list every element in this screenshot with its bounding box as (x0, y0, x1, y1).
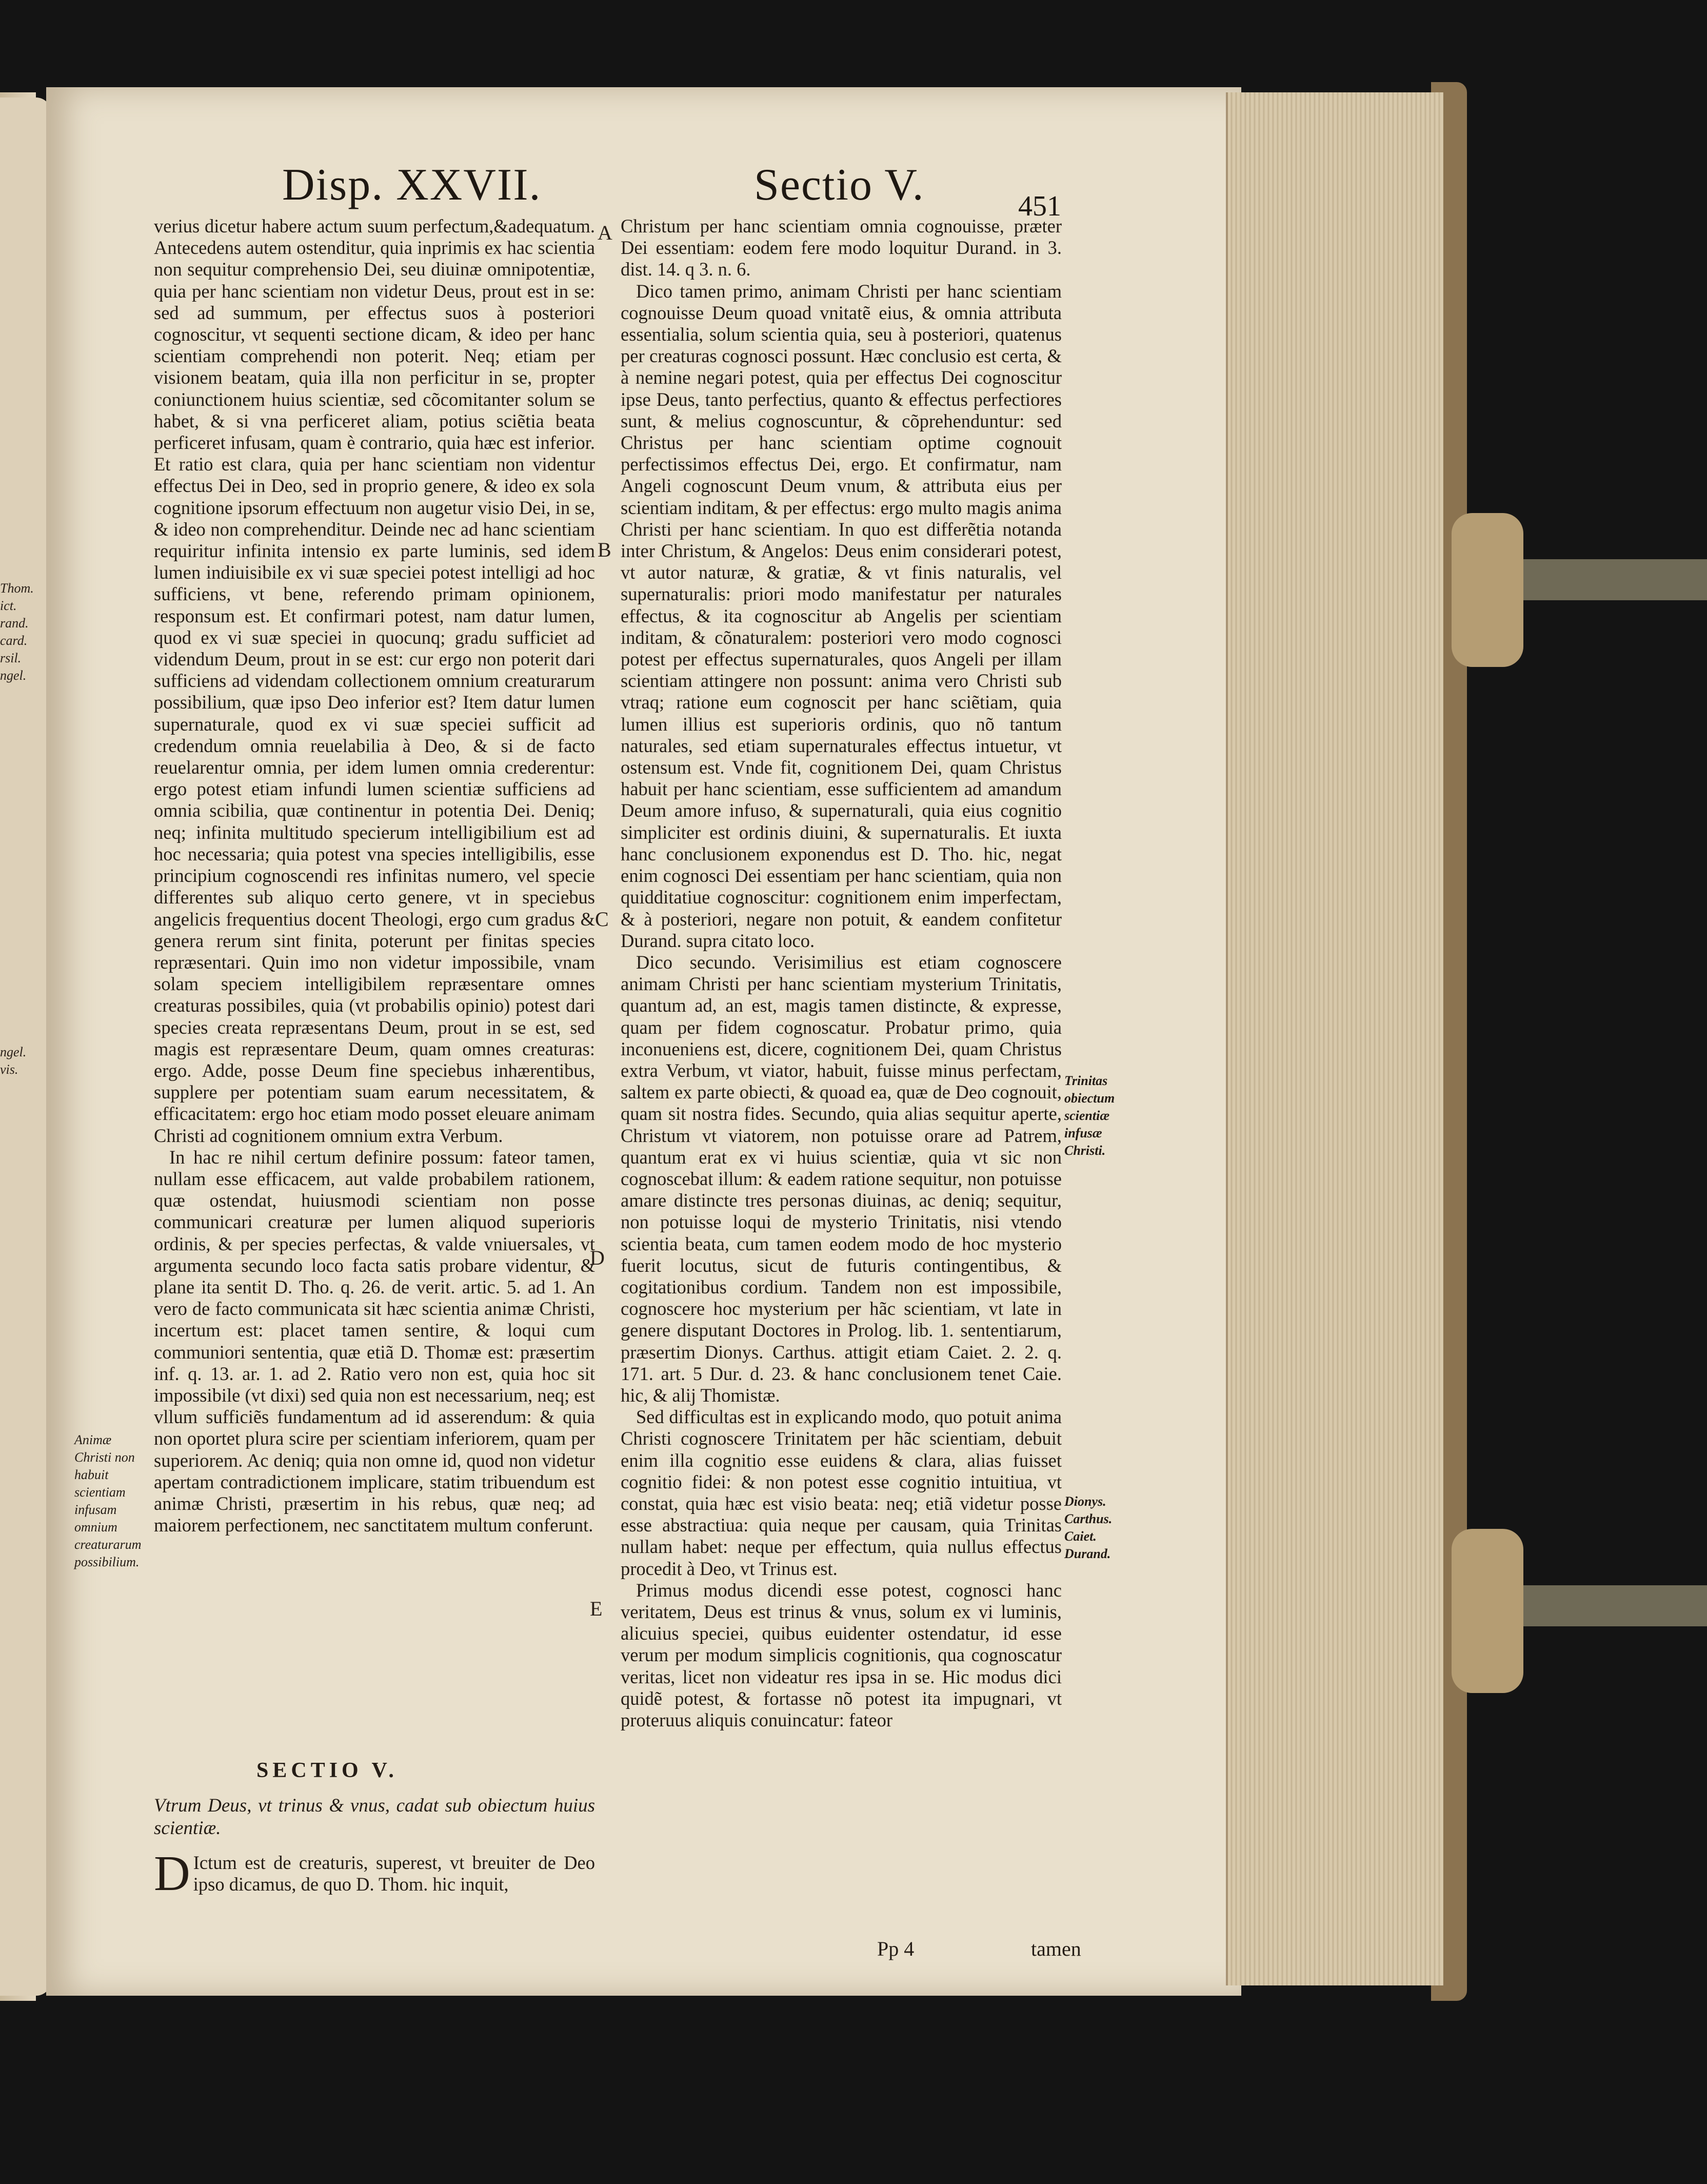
paragraph: In hac re nihil certum definire possum: fateor tamen, nullam esse efficacem, aut valde probabilem rationem, quæ ostendat, huiusmodi scientiam non posse communicari creaturæ per lumen aliquod superioris ordinis, & per species perfectas, & valde vniuersales, vt argumenta secundo loco facta satis probare videntur, & plane ita sentit D. Tho. q. 26. de verit. artic. 5. ad 1. An vero de facto communicata sit hæc scientia animæ Christi, incertum est: placet tamen sentire, & loqui cum communiori sententia, quæ etiã D. Thomæ est: præsertim inf. q. 13. ar. 1. ad 2. Ratio vero non est, quia hoc sit impossibile (vt dixi) sed quia non est necessarium, neq; est vllum sufficiẽs fundamentum ad id asserendum: & quia non oportet plura scire per scientiam inferiorem, quam per superiorem. Ac deniq; quia non omne id, quod non videtur apertam contradictionem implicare, statim tribuendum est animæ Christi, præsertim in his rebus, quæ neq; ad maiorem perfectionem, nec sanctitatem multum conferunt. (154, 1146, 595, 1536)
running-head-section: Sectio V. (754, 160, 925, 210)
section-heading: SECTIO V. (256, 1759, 398, 1782)
section-block (154, 1759, 595, 1902)
clasp-bottom (1452, 1529, 1523, 1693)
clasp-strap-bottom (1493, 1585, 1707, 1626)
left-page-margin-notes (0, 580, 46, 1438)
margin-letter-d: D (590, 1246, 605, 1269)
paragraph: Sed difficultas est in explicando modo, quo potuit anima Christi cognoscere Trinitatem per hãc scientiam, debuit enim illa cognitio esse euidens & clara, alias fuisset cognitio fidei: & non potest esse cognitio intuitiua, vt constat, quia hæc est visio beata: neq; etiã videtur posse esse abstractiua: quia neque per causam, quia Trinitas nullam habet: neque per effectum, quia nullus effectus procedit à Deo, vt Trinus est. (621, 1406, 1062, 1579)
section-title: Vtrum Deus, vt trinus & vnus, cadat sub obiectum huius scientiæ. (154, 1795, 595, 1839)
paragraph: Dico tamen primo, animam Christi per hanc scientiam cognouisse Deum quoad vnitatẽ eius, & omnia attributa essentialia, solum scientia quia, seu à posteriori, quatenus per creaturas cognosci possunt. Hæc conclusio est certa, & à nemine negari potest, quia per effectus Dei cognoscitur ipse Deus, tanto perfectius, quanto & effectus perfectiores sunt, & melius cognoscuntur, & cõprehenduntur: sed Christus per hanc scientiam optime cognouit perfectissimos effectus Dei, ergo. Et confirmatur, nam Angeli cognoscunt Deum vnum, & attributa eius per scientiam inditam, & per effectus: ergo multo magis anima Christi per hanc scientiam. In quo est differẽtia notanda inter Christum, & Angelos: Deus enim considerari potest, vt autor naturæ, & gratiæ, & vt finis naturalis, vel supernaturalis: priori modo manifestatur per naturales effectus, & ita cognoscitur ab Angelis per scientiam inditam, & cõnaturalem: posteriori vero modo cognosci potest per effectus supernaturales, quos Angeli per illam scientiam attingere non possunt: anima vero Christi sub vtraq; ratione eum cognoscit per hanc sciẽtiam, quia lumen illius est superioris ordinis, quo nõ tantum naturales, sed etiam supernaturales effectus intuetur, vt ostensum est. Vnde fit, cognitionem Dei, quam Christus habuit per hanc scientiam, esse sufficientem ad amandum Deum amore infuso, & supernaturali, quia eius cognitio simpliciter est ordinis diuini, & supernaturalis. Et iuxta hanc conclusionem exponendus est D. Tho. hic, negat enim cognosci Dei essentiam per hanc scientiam, quia non quidditatiue cognoscitur: cognitionem enim imperfectam, & à posteriori, negare non potuit, & eandem confitetur Durand. supra citato loco. (621, 280, 1062, 951)
left-page-note: ngel. vis. (0, 1045, 27, 1077)
margin-note-dionys: Dionys. Carthus. Caiet. Durand. (1064, 1494, 1113, 1561)
page-block-edge (1226, 92, 1443, 1985)
running-head-disputation: Disp. XXVII. (282, 160, 542, 210)
margin-note-anima: Animæ Christi non habuit scientiam infusam omnium creaturarum possibilium. (74, 1432, 142, 1569)
section-first-paragraph (154, 1846, 595, 1902)
text-column-left (154, 215, 595, 1536)
signature-mark: Pp 4 (877, 1937, 915, 1960)
paragraph: Christum per hanc scientiam omnia cognouisse, præter Dei essentiam: eodem fere modo loquitur Durand. in 3. dist. 14. q 3. n. 6. (621, 215, 1062, 280)
margin-letter-e: E (590, 1597, 603, 1620)
margin-letter-a: A (598, 221, 612, 244)
catchword: tamen (1031, 1937, 1081, 1960)
left-page-note: Thom. ict. rand. card. rsil. ngel. (0, 581, 34, 683)
margin-note-trinitas: Trinitas obiectum scientiæ infusæ Christi. (1064, 1073, 1115, 1158)
text-column-right (621, 215, 1062, 1731)
paragraph: Dico secundo. Verisimilius est etiam cognoscere animam Christi per hanc scientiam mysterium Trinitatis, quantum ad, an est, magis tamen distincte, & expresse, quam per fidem cognoscatur. Probatur primo, quia inconueniens est, dicere, cognitionem Dei, quam Christus extra Verbum, vt viator, habuit, fuisse minus perfectam, saltem ex parte obiecti, & quoad ea, quæ de Deo cognouit, quam sit nostra fides. Secundo, quia alias sequitur aperte, Christum vt viatorem, non potuisse orare ad Patrem, quantum erat ex vi huius scientiæ, quia vt sic non cognoscebat illum: & eadem ratione sequitur, non potuisse amare distincte tres personas diuinas, ac deniq; sequitur, non potuisse loqui de mysterio Trinitatis, nisi vtendo scientia beata, cum tamen eodem modo de hoc mysterio fuerit locutus, sicut de futuris contingentibus, & cogitationibus cordium. Tandem non est impossibile, cognoscere hoc mysterium per hãc scientiam, vt late in genere disputant Doctores in Prolog. lib. 1. sententiarum, præsertim Dionys. Carthus. attigit etiam Caiet. 2. 2. q. 171. art. 5 Dur. d. 23. & hanc conclusionem tenet Caie. hic, & alij Thomistæ. (621, 951, 1062, 1406)
clasp-top (1452, 513, 1523, 667)
page-number: 451 (1018, 190, 1061, 222)
drop-cap: D (154, 1846, 190, 1902)
section-text: Ictum est de creaturis, superest, vt breuiter de Deo ipso dicamus, de quo D. Thom. hic inquit, (193, 1852, 595, 1895)
paragraph: Primus modus dicendi esse potest, cognosci hanc veritatem, Deus est trinus & vnus, solum ex vi luminis, alicuius speciei, quibus euidenter ostendatur, id esse verum per modum simplicis cognitionis, qua cognoscatur veritas, licet non videatur res ipsa in se. Hic modus dici quidẽ potest, & fortasse nõ potest ita impugnari, vt proteruus aliquis conuincatur: fateor (621, 1579, 1062, 1731)
paragraph: verius dicetur habere actum suum perfectum,&adequatum. Antecedens autem ostenditur, quia inprimis ex hac scientia non sequitur comprehensio Dei, seu diuinæ omnipotentiæ, quia per hanc scientiam non videtur Deus, prout est in se: sed ad summum, per effectus suos à posteriori cognoscitur, vt sequenti sectione dicam, & ideo per hanc scientiam comprehendi non poterit. Neq; etiam per visionem beatam, quia illa non perficitur in se, propter coniunctionem huius scientiæ, sed cõcomitanter solum se habet, & si vna perficeret aliam, potius sciẽtia beata perficeret infusam, quam è contrario, quia hæc est inferior. Et ratio est clara, quia per hanc scientiam non videntur effectus Dei in Deo, sed in proprio genere, & ideo ex sola cognitione ipsorum effectuum non augetur visio Dei, in se, & ideo non comprehenditur. Deinde nec ad hanc scientiam requiritur infinita intensio ex parte luminis, sed idem lumen indiuisibile ex vi suæ speciei potest intelligi ad hoc sufficiens, vt bene, referendo primam opinionem, responsum est. Et confirmari potest, nam datur lumen, quod ex vi suæ speciei in quocunq; gradu sufficiet ad videndum Deum, prout in se est: cur ergo non poterit dari sufficiens ad videndam collectionem omnium creaturarum possibilium, quæ ipso Deo inferior est? Item datur lumen supernaturale, quod ex vi suæ speciei sufficit ad credendum omnia reuelabilia à Deo, & si de facto reuelarentur omnia, per idem lumen omnia crederentur: ergo potest etiam infundi lumen scientiæ sufficiens ad omnia scibilia, quæ continentur in potentia Dei. Deniq; neq; infinita multitudo specierum intelligibilium est ad hoc necessaria; quia potest vna species intelligibilis, esse principium cognoscendi res infinitas numero, vel specie differentes sub aliquo certo genere, vt in speciebus angelicis frequentius docent Theologi, ergo cum gradus & genera rerum sint finita, poterunt per finitas species repræsentari. Quin imo non videtur impossibile, vnam solam speciem intelligibilem repræsentare omnes creaturas possibiles, quia (vt probabilis opinio) potest dari species creata repræsentans Deum, prout in se est, sed magis est repræsentare Deum, quam omnes creaturas: ergo. Adde, posse Deum fine speciebus inhærentibus, supplere per potentiam suam earum necessitatem, & efficacitatem: ergo hoc etiam modo posset eleuare animam Christi ad cognitionem omnium extra Verbum. (154, 215, 595, 1146)
margin-letter-b: B (598, 538, 611, 561)
margin-letter-c: C (595, 908, 609, 931)
clasp-strap-top (1493, 559, 1707, 600)
